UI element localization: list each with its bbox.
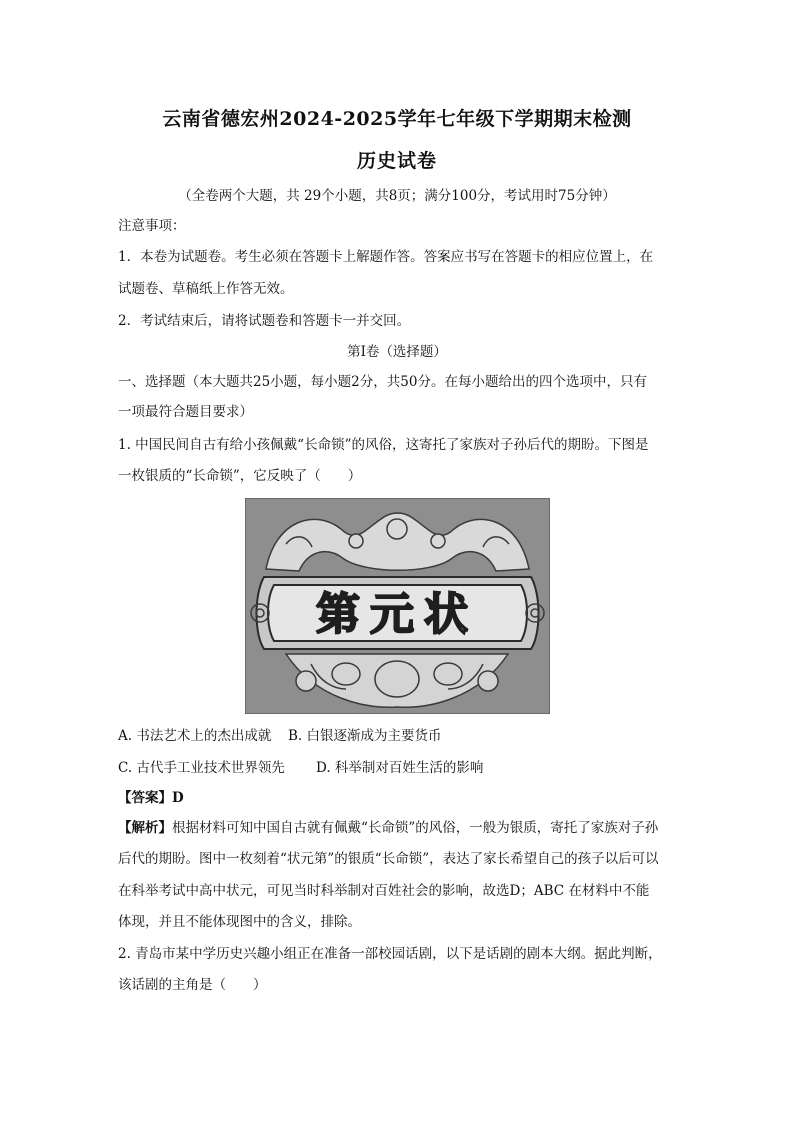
note-item-1-line-1: 1．本卷为试题卷。考生必须在答题卡上解题作答。答案应书写在答题卡的相应位置上，在: [118, 249, 654, 265]
q1-analysis-text-1: 根据材料可知中国自古就有佩戴“长命锁”的风俗，一般为银质，寄托了家族对子孙: [172, 820, 659, 836]
q1-option-c: C. 古代手工业技术世界领先: [118, 760, 285, 776]
q1-analysis-line-2: 后代的期盼。图中一枚刻着“状元第”的银质“长命锁”，表达了家长希望自己的孩子以后可以: [118, 851, 659, 867]
q1-option-a: A. 书法艺术上的杰出成就: [118, 728, 272, 744]
q2-stem-line-2: 该话剧的主角是（ ）: [118, 977, 267, 993]
exam-title: 云南省德宏州2024-2025学年七年级下学期期末检测: [162, 108, 632, 130]
exam-info: （全卷两个大题，共 29个小题，共8页；满分100分，考试用时75分钟）: [178, 188, 616, 204]
exam-subject-title: 历史试卷: [356, 150, 437, 172]
q1-analysis-line-4: 体现，并且不能体现图中的含义，排除。: [118, 914, 361, 930]
q2-stem-line-1: 2. 青岛市某中学历史兴趣小组正在准备一部校园话剧，以下是话剧的剧本大纲。据此判断，: [118, 946, 662, 962]
q1-option-b: B. 白银逐渐成为主要货币: [288, 728, 442, 744]
q1-option-d: D. 科举制对百姓生活的影响: [316, 760, 484, 776]
q1-answer: 【答案】D: [118, 790, 184, 806]
q1-stem-line-2: 一枚银质的“长命锁”，它反映了（ ）: [118, 468, 362, 484]
section-intro-line-2: 一项最符合题目要求）: [118, 404, 253, 420]
q1-analysis-line-1: [118, 818, 683, 838]
section-intro-line-1: 一、选择题（本大题共25小题，每小题2分，共50分。在每小题给出的四个选项中，只有: [118, 374, 647, 390]
q1-analysis-line-3: 在科举考试中高中状元，可见当时科举制对百姓社会的影响，故选D；ABC 在材料中不能: [118, 883, 650, 899]
longevity-lock-drawing: [246, 499, 549, 713]
note-item-2: 2．考试结束后，请将试题卷和答题卡一并交回。: [118, 313, 411, 329]
note-item-1-line-2: 试题卷、草稿纸上作答无效。: [118, 281, 294, 297]
lock-inscription: 第元状: [316, 589, 478, 640]
q1-stem-line-1: 1. 中国民间自古有给小孩佩戴“长命锁”的风俗，这寄托了家族对子孙后代的期盼。下图是: [118, 437, 649, 453]
part-label: 第Ⅰ卷（选择题）: [347, 344, 447, 360]
analysis-label: 【解析】: [118, 820, 172, 836]
longevity-lock-image: [245, 498, 550, 714]
notes-heading: 注意事项：: [118, 218, 186, 234]
